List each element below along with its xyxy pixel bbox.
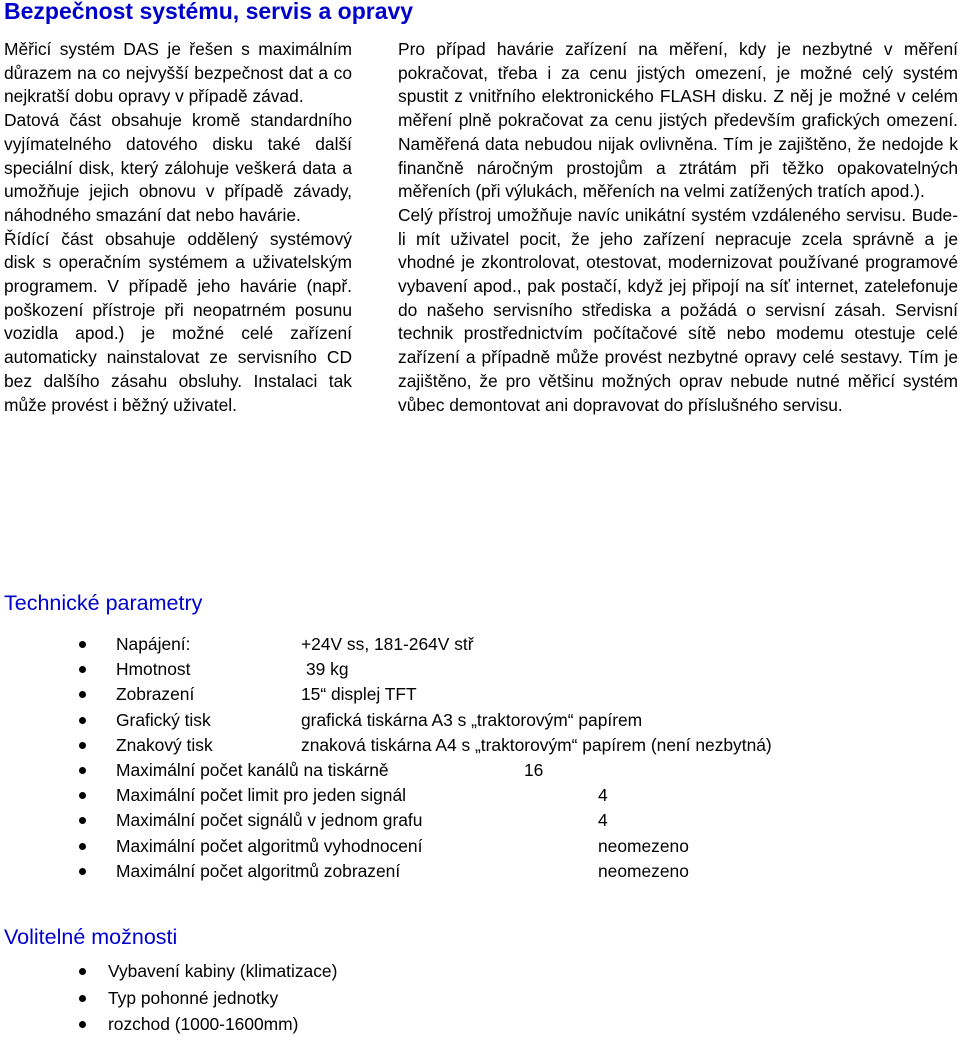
list-item [0, 783, 960, 808]
bullet-icon [79, 742, 86, 749]
bullet-icon [79, 792, 86, 799]
paragraph: Měřicí systém DAS je řešen s maximálním důrazem na co nejvyšší bezpečnost dat a co nejkratší dobu opravy v případě závad. [4, 39, 352, 107]
param-value: znaková tiskárna A4 s „traktorovým“ papírem (není nezbytná) [301, 734, 772, 755]
bullet-icon [79, 717, 86, 724]
paragraph: Pro případ havárie zařízení na měření, kdy je nezbytné v měření pokračovat, třeba i za cenu jistých omezení, je možné celý systém spustit z vnitřního elektronického FLASH disku. Z něj je možné v celém měření plně pokračovat za cenu jistých především grafických omezení. Naměřená data nebudou nijak ovlivněna. Tím je zajištěno, že nedojde k finančně náročným prostojům a ztrátám při těžko opakovatelných měřeních (při výlukách, měřeních na velmi zatížených tratích apod.). [398, 39, 958, 202]
param-label: Hmotnost [116, 659, 191, 680]
paragraph: Celý přístroj umožňuje navíc unikátní systém vzdáleného servisu. Bude-li mít uživatel pocit, že jeho zařízení nepracuje zcela správně a je vhodné je zkontrolovat, otestovat, modernizovat používané programové vybavení apod., pak postačí, když jej připojí na síť internet, zatelefonuje do našeho servisního střediska a požádá o servisní zásah. Servisní technik prostřednictvím počítačové sítě nebo modemu otestuje celé zařízení a případně může provést nezbytné opravy celé sestavy. Tím je zajištěno, že pro většinu možných oprav nebude nutné měřicí systém vůbec demontovat ani dopravovat do příslušného servisu. [398, 204, 958, 415]
paragraph: Řídící část obsahuje oddělený systémový disk s operačním systémem a uživatelským programem. V případě jeho havárie (např. poškození přístroje při neopatrném posunu vozidla apod.) je možné celé zařízení automaticky nainstalovat ze servisního CD bez dalšího zásahu obsluhy. Instalaci tak může provést i běžný uživatel. [4, 228, 352, 415]
options-heading: Volitelné možnosti [4, 925, 178, 949]
param-value: +24V ss, 181-264V stř [301, 634, 474, 654]
bullet-icon [79, 1021, 86, 1028]
bullet-icon [79, 666, 86, 673]
list-item [0, 632, 960, 657]
param-label: Maximální počet limit pro jeden signál [116, 785, 406, 806]
list-item [0, 708, 960, 733]
param-value: 15“ displej TFT [301, 684, 417, 705]
param-label: Maximální počet kanálů na tiskárně [116, 759, 389, 780]
list-item [0, 758, 960, 783]
technical-heading: Technické parametry [4, 591, 203, 615]
list-item [0, 834, 960, 859]
list-item [0, 682, 960, 707]
param-label: Maximální počet algoritmů zobrazení [116, 860, 401, 881]
option-label: Vybavení kabiny (klimatizace) [108, 961, 338, 981]
bullet-icon [79, 995, 86, 1002]
param-value: neomezeno [598, 860, 689, 881]
param-label: Znakový tisk [116, 734, 213, 755]
param-label: Napájení: [116, 634, 191, 654]
bullet-icon [79, 817, 86, 824]
param-value: 4 [598, 785, 608, 806]
param-value: 4 [598, 810, 608, 831]
param-value: 16 [524, 759, 544, 780]
list-item [0, 733, 960, 758]
bullet-icon [79, 843, 86, 850]
param-label: Zobrazení [116, 684, 195, 705]
left-column [4, 38, 352, 417]
list-item [0, 808, 960, 833]
param-value: 39 kg [306, 659, 349, 680]
param-label: Maximální počet algoritmů vyhodnocení [116, 835, 423, 856]
param-label: Grafický tisk [116, 709, 211, 730]
list-item [0, 985, 960, 1012]
paragraph: Datová část obsahuje kromě standardního vyjímatelného datového disku také další speciální disk, který zálohuje veškerá data a umožňuje jejich obnovu v případě závady, náhodného smazání dat nebo havárie. [4, 110, 352, 225]
list-item [0, 958, 960, 985]
bullet-icon [79, 691, 86, 698]
option-label: Typ pohonné jednotky [108, 987, 279, 1008]
page-heading: Bezpečnost systému, servis a opravy [4, 0, 414, 24]
list-item [0, 1011, 960, 1038]
option-label: rozchod (1000-1600mm) [108, 1014, 299, 1034]
param-value: neomezeno [598, 835, 689, 856]
technical-list [0, 632, 960, 884]
bullet-icon [79, 641, 86, 648]
param-label: Maximální počet signálů v jednom grafu [116, 810, 423, 831]
right-column [398, 38, 958, 417]
list-item [0, 859, 960, 884]
bullet-icon [79, 868, 86, 875]
options-list [0, 958, 960, 1038]
bullet-icon [79, 767, 86, 774]
list-item [0, 657, 960, 682]
bullet-icon [79, 968, 86, 975]
param-value: grafická tiskárna A3 s „traktorovým“ papírem [301, 709, 643, 730]
